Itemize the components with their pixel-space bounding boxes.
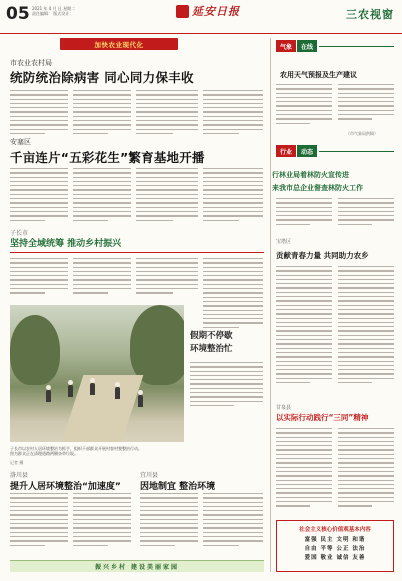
section-rule	[319, 46, 394, 47]
article-5-headline: 因地制宜 整治环境	[140, 482, 216, 492]
column-divider	[270, 38, 271, 572]
photo-caption-line-1: 子长市以农村人居环境整治为抓手，组织干部群众开展村容村貌整治行动。	[10, 446, 142, 451]
newspaper-logo-icon	[176, 5, 189, 18]
top-banner	[60, 38, 178, 50]
article-2-body-col-4	[203, 168, 263, 221]
article-1-body-col-2	[73, 90, 131, 134]
section-rule	[319, 151, 394, 152]
article-1-kicker: 市农业农村局	[10, 59, 52, 67]
section-tag-industry: 行业	[276, 145, 296, 157]
section-tag-news: 动态	[297, 145, 317, 157]
article-4-body-col-1	[10, 493, 68, 546]
right-article-4-body-col-2	[338, 428, 394, 507]
core-values-row: 爱国 敬业 诚信 友善	[304, 555, 366, 561]
industry-headline-line-2: 来我市总企业督查林防火工作	[272, 184, 363, 192]
header-meta	[32, 6, 118, 16]
photo-side-body	[190, 362, 263, 406]
photo-title	[190, 330, 233, 356]
photo-worker	[46, 390, 51, 402]
photo-title-line-2: 环境整治忙	[190, 344, 233, 354]
article-2-kicker: 安塞区	[10, 138, 31, 146]
footer-banner-text: 振兴乡村 建设美丽家园	[94, 564, 180, 571]
article-3-body-col-1	[10, 258, 68, 294]
photo-tree-right	[130, 305, 184, 385]
photo-title-line-1: 假期不停歇	[190, 331, 233, 341]
photo-road	[61, 375, 144, 442]
section-tag-online: 在线	[297, 40, 317, 52]
right-article-4-headline: 以实际行动践行“三同”精神	[276, 413, 369, 422]
section-title: 三农视窗	[346, 8, 394, 21]
photo-caption	[10, 446, 264, 456]
industry-body-col-1	[276, 198, 332, 225]
article-2-body-col-3	[136, 168, 198, 221]
header-meta-date: 2021 年 4 月 日 星期二	[32, 6, 76, 11]
article-3-body-col-4	[203, 258, 263, 328]
right-article-3-kicker: 宝塔区	[276, 239, 292, 245]
section-bar-industry	[276, 145, 394, 157]
photo-caption-line-2: 图为群众正在清理道路两侧杂草垃圾。	[10, 451, 78, 456]
photo-credit: 记者 摄	[10, 460, 24, 465]
section-tag-weather: 气象	[276, 40, 296, 52]
news-photo	[10, 305, 184, 442]
section-bar-weather	[276, 40, 394, 52]
article-4-kicker: 洛川县	[10, 472, 29, 479]
article-1-body-col-1	[10, 90, 68, 134]
article-1-headline: 统防统治除病害 同心同力保丰收	[10, 70, 194, 85]
article-5-body-col-1	[140, 493, 198, 546]
article-3-body-col-2	[73, 258, 131, 294]
photo-worker	[138, 395, 143, 407]
masthead-name: 延安日报	[192, 5, 240, 18]
article-2-body-col-2	[73, 168, 131, 221]
right-article-3-headline: 贡献青春力量 共同助力农乡	[276, 251, 369, 260]
core-values-row: 富强 民主 文明 和谐	[304, 537, 366, 543]
article-4-body-col-2	[73, 493, 131, 546]
article-4-headline: 提升人居环境整治“加速度”	[10, 482, 121, 492]
weather-body-col-1	[276, 84, 332, 124]
page-header	[0, 0, 402, 34]
industry-body-col-2	[338, 198, 394, 225]
weather-source: （市气象局供稿）	[346, 131, 378, 136]
photo-worker	[115, 387, 120, 399]
article-2-headline: 千亩连片“五彩花生”繁育基地开播	[10, 150, 205, 165]
weather-headline: 农用天气预报及生产建议	[280, 71, 357, 79]
article-3-kicker: 子长市	[10, 230, 29, 237]
photo-worker	[68, 385, 73, 397]
industry-headline-line-1: 行林业局着林防火宣传进	[272, 171, 349, 179]
article-3-headline: 坚持全域统筹 推动乡村振兴	[10, 239, 122, 249]
core-values-title: 社会主义核心价值观基本内容	[299, 527, 371, 533]
article-5-kicker: 宜川县	[140, 472, 159, 479]
core-values-row: 自由 平等 公正 法治	[304, 546, 366, 552]
article-1-body-col-3	[136, 90, 198, 134]
right-article-4-body-col-1	[276, 428, 332, 507]
core-values-box	[276, 520, 394, 572]
right-article-4-kicker: 甘泉县	[276, 405, 292, 411]
masthead	[176, 3, 240, 19]
page-number: 05	[6, 4, 30, 24]
photo-tree-left	[10, 315, 60, 385]
photo-worker	[90, 383, 95, 395]
top-banner-text: 加快农业现代化	[94, 40, 144, 49]
right-article-3-body-col-2	[338, 266, 394, 383]
article-3-headline-box	[10, 236, 264, 253]
article-2-body-col-1	[10, 168, 68, 221]
article-3-body-col-3	[136, 258, 198, 294]
weather-body-col-2	[338, 84, 394, 120]
header-meta-editor: 责任编辑： 版式设计：	[32, 11, 74, 16]
article-1-body-col-4	[203, 90, 263, 134]
article-5-body-col-2	[203, 493, 263, 546]
right-article-3-body-col-1	[276, 266, 332, 383]
footer-banner	[10, 560, 264, 572]
